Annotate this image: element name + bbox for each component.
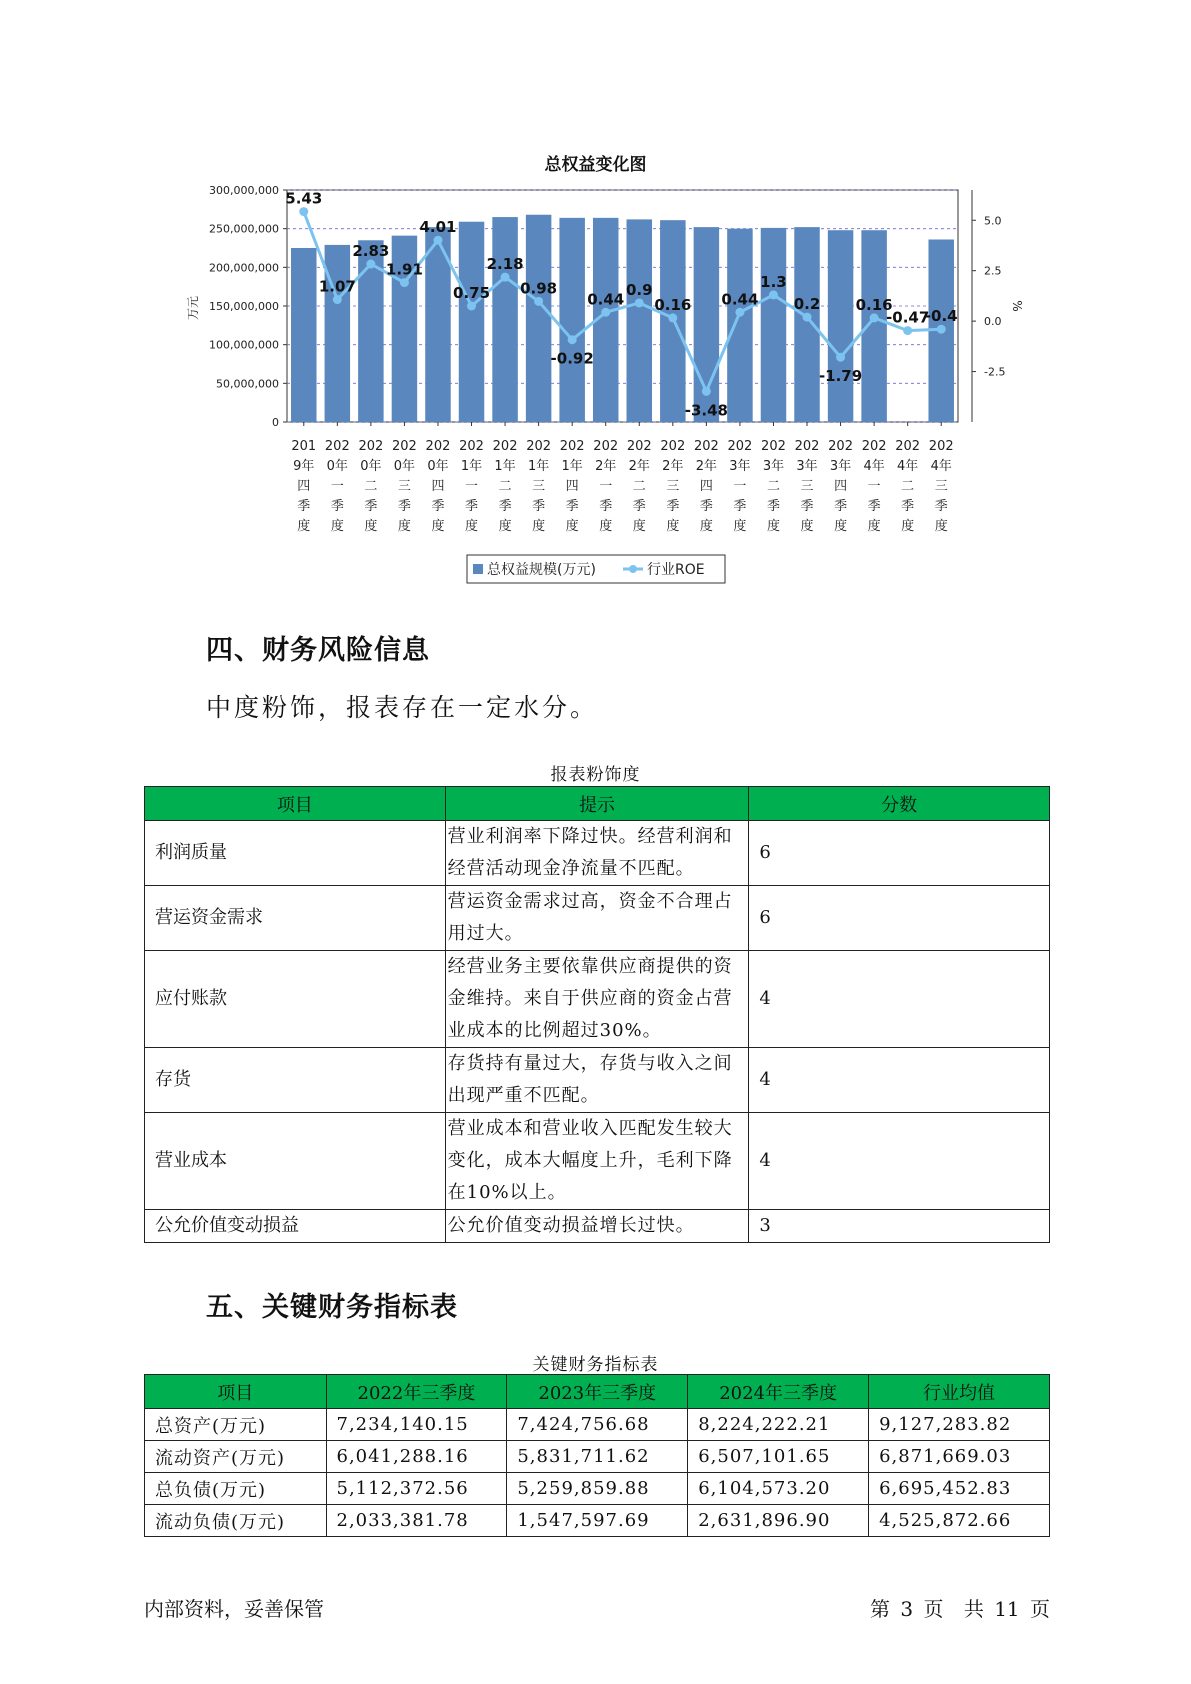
bar bbox=[761, 228, 786, 422]
header-2022q3: 2022年三季度 bbox=[326, 1375, 507, 1409]
x-tick-label: 四 bbox=[699, 479, 713, 494]
left-tick-label: 50,000,000 bbox=[216, 377, 279, 391]
x-tick-label: 1年 bbox=[561, 459, 583, 474]
table-row bbox=[145, 951, 1050, 1048]
header-2023q3: 2023年三季度 bbox=[507, 1375, 688, 1409]
right-tick-label: 2.5 bbox=[984, 264, 1002, 278]
indicators-table bbox=[144, 1374, 1050, 1537]
x-tick-label: 季 bbox=[699, 499, 713, 514]
row-item: 存货 bbox=[145, 1048, 446, 1113]
x-tick-label: 2年 bbox=[662, 459, 684, 474]
bar bbox=[559, 218, 584, 422]
x-tick-label: 三 bbox=[532, 479, 546, 494]
roe-point bbox=[735, 308, 744, 317]
x-tick-label: 202 bbox=[392, 439, 417, 454]
row-score: 4 bbox=[749, 1048, 1050, 1113]
risk-summary: 中度粉饰，报表存在一定水分。 bbox=[206, 693, 599, 722]
row-value: 5,831,711.62 bbox=[507, 1441, 688, 1473]
row-item: 流动负债(万元) bbox=[145, 1505, 327, 1537]
x-tick-label: 3年 bbox=[796, 459, 818, 474]
table-row bbox=[145, 1210, 1050, 1243]
roe-data-label: 0.98 bbox=[520, 279, 558, 298]
roe-point bbox=[333, 295, 342, 304]
x-tick-label: 季 bbox=[834, 499, 848, 514]
header-score: 分数 bbox=[749, 787, 1050, 821]
x-tick-label: 202 bbox=[593, 439, 619, 454]
bar bbox=[794, 227, 819, 422]
table-caption-indicators: 关键财务指标表 bbox=[532, 1355, 659, 1375]
x-tick-label: 四 bbox=[431, 479, 445, 494]
left-tick-label: 250,000,000 bbox=[209, 222, 279, 236]
roe-data-label: 2.83 bbox=[352, 242, 390, 261]
x-tick-label: 季 bbox=[364, 499, 378, 514]
x-tick-label: 3年 bbox=[762, 459, 785, 474]
row-score: 3 bbox=[749, 1210, 1050, 1243]
row-value: 6,871,669.03 bbox=[869, 1441, 1050, 1473]
x-tick-label: 0年 bbox=[360, 459, 382, 474]
footer-page-number bbox=[866, 1593, 1050, 1622]
x-tick-label: 三 bbox=[934, 479, 948, 494]
roe-data-label: -0.92 bbox=[550, 349, 594, 368]
row-value: 7,234,140.15 bbox=[326, 1409, 507, 1441]
row-value: 6,041,288.16 bbox=[326, 1441, 507, 1473]
row-hint: 营业成本和营业收入匹配发生较大变化，成本大幅度上升，毛利下降在10%以上。 bbox=[445, 1113, 749, 1210]
table-row bbox=[145, 1441, 1050, 1473]
x-tick-label: 0年 bbox=[326, 459, 348, 474]
x-tick-label: 度 bbox=[733, 519, 747, 534]
roe-point bbox=[601, 308, 610, 317]
roe-data-label: 0.44 bbox=[587, 290, 625, 309]
x-tick-label: 3年 bbox=[729, 459, 751, 474]
row-score: 4 bbox=[749, 1113, 1050, 1210]
row-value: 2,033,381.78 bbox=[326, 1505, 507, 1537]
section-heading-risk: 四、财务风险信息 bbox=[206, 635, 430, 666]
x-tick-label: 度 bbox=[800, 519, 814, 534]
x-tick-label: 度 bbox=[934, 519, 948, 534]
x-tick-label: 二 bbox=[364, 479, 378, 494]
row-item: 利润质量 bbox=[145, 821, 446, 886]
chart-title: 总权益变化图 bbox=[544, 155, 647, 175]
x-tick-label: 202 bbox=[761, 439, 786, 454]
right-tick-label: 0.0 bbox=[984, 315, 1002, 329]
bar bbox=[291, 248, 316, 422]
x-tick-label: 季 bbox=[867, 499, 881, 514]
x-tick-label: 季 bbox=[800, 499, 814, 514]
row-hint: 存货持有量过大，存货与收入之间出现严重不匹配。 bbox=[445, 1048, 749, 1113]
roe-data-label: 0.9 bbox=[625, 280, 653, 299]
row-value: 6,507,101.65 bbox=[688, 1441, 869, 1473]
roe-point bbox=[903, 326, 912, 335]
x-tick-label: 202 bbox=[492, 439, 518, 454]
x-tick-label: 季 bbox=[934, 499, 948, 514]
x-tick-label: 度 bbox=[699, 519, 713, 534]
table-row bbox=[145, 1409, 1050, 1441]
chart-svg bbox=[0, 0, 1191, 600]
x-tick-label: 0年 bbox=[427, 459, 449, 474]
row-hint: 营运资金需求过高，资金不合理占用过大。 bbox=[445, 886, 749, 951]
x-tick-label: 2年 bbox=[595, 459, 617, 474]
x-tick-label: 四 bbox=[565, 479, 579, 494]
roe-data-label: 0.2 bbox=[793, 295, 821, 314]
x-tick-label: 202 bbox=[828, 439, 853, 454]
x-tick-label: 2年 bbox=[695, 459, 718, 474]
roe-data-label: 1.07 bbox=[318, 277, 356, 296]
table-row bbox=[145, 1505, 1050, 1537]
roe-data-label: 0.16 bbox=[654, 295, 692, 314]
x-tick-label: 三 bbox=[800, 479, 814, 494]
x-tick-label: 度 bbox=[632, 519, 646, 534]
x-tick-label: 度 bbox=[766, 519, 780, 534]
row-score: 6 bbox=[749, 886, 1050, 951]
bar bbox=[526, 215, 551, 422]
row-item: 营业成本 bbox=[145, 1113, 446, 1210]
table-row bbox=[145, 1473, 1050, 1505]
row-item: 总资产(万元) bbox=[145, 1409, 327, 1441]
roe-point bbox=[836, 353, 845, 362]
x-tick-label: 四 bbox=[297, 479, 311, 494]
x-tick-label: 二 bbox=[498, 479, 512, 494]
roe-point bbox=[299, 207, 308, 216]
x-tick-label: 202 bbox=[660, 439, 686, 454]
whitewash-table bbox=[144, 786, 1050, 1243]
row-item: 流动资产(万元) bbox=[145, 1441, 327, 1473]
x-tick-label: 季 bbox=[766, 499, 780, 514]
row-value: 1,547,597.69 bbox=[507, 1505, 688, 1537]
x-tick-label: 季 bbox=[431, 499, 445, 514]
header-item: 项目 bbox=[145, 1375, 327, 1409]
roe-point bbox=[366, 260, 375, 269]
x-tick-label: 一 bbox=[330, 479, 344, 494]
right-tick-label: -2.5 bbox=[984, 365, 1006, 379]
left-tick-label: 200,000,000 bbox=[209, 261, 279, 275]
page-label-mid: 页 bbox=[923, 1597, 944, 1621]
header-item: 项目 bbox=[145, 787, 446, 821]
roe-data-label: 2.18 bbox=[486, 255, 524, 274]
row-value: 4,525,872.66 bbox=[869, 1505, 1050, 1537]
roe-data-label: 0.16 bbox=[855, 295, 893, 314]
x-tick-label: 202 bbox=[358, 439, 384, 454]
roe-data-label: 1.91 bbox=[385, 260, 423, 279]
x-tick-label: 201 bbox=[291, 439, 317, 454]
roe-point bbox=[937, 325, 946, 334]
x-tick-label: 一 bbox=[733, 479, 747, 494]
roe-data-label: 5.43 bbox=[285, 189, 323, 208]
roe-data-label: -1.79 bbox=[818, 367, 863, 386]
bar bbox=[727, 229, 752, 422]
x-tick-label: 季 bbox=[397, 499, 411, 514]
x-tick-label: 度 bbox=[364, 519, 378, 534]
row-value: 2,631,896.90 bbox=[688, 1505, 869, 1537]
x-tick-label: 202 bbox=[895, 439, 921, 454]
roe-point bbox=[702, 387, 711, 396]
row-score: 4 bbox=[749, 951, 1050, 1048]
x-tick-label: 度 bbox=[834, 519, 848, 534]
x-tick-label: 季 bbox=[666, 499, 680, 514]
roe-point bbox=[769, 290, 778, 299]
x-tick-label: 四 bbox=[834, 479, 848, 494]
roe-point bbox=[803, 313, 812, 322]
x-tick-label: 二 bbox=[766, 479, 780, 494]
table-row bbox=[145, 1113, 1050, 1210]
roe-point bbox=[467, 302, 476, 311]
legend-label-line: 行业ROE bbox=[647, 562, 705, 578]
left-tick-label: 100,000,000 bbox=[209, 338, 279, 352]
x-tick-label: 季 bbox=[465, 499, 479, 514]
table-header-row bbox=[145, 787, 1050, 821]
x-tick-label: 度 bbox=[867, 519, 881, 534]
x-tick-label: 季 bbox=[901, 499, 915, 514]
row-score: 6 bbox=[749, 821, 1050, 886]
roe-point bbox=[870, 313, 879, 322]
x-tick-label: 9年 bbox=[293, 459, 315, 474]
left-tick-label: 150,000,000 bbox=[209, 300, 279, 313]
left-tick-label: 0 bbox=[272, 416, 279, 429]
x-tick-label: 度 bbox=[498, 519, 512, 534]
legend-swatch-point bbox=[629, 565, 637, 573]
x-tick-label: 202 bbox=[425, 439, 451, 454]
row-value: 8,224,222.21 bbox=[688, 1409, 869, 1441]
x-tick-label: 202 bbox=[526, 439, 552, 454]
table-caption-whitewash: 报表粉饰度 bbox=[550, 765, 641, 785]
x-tick-label: 202 bbox=[324, 439, 350, 454]
roe-data-label: 0.75 bbox=[453, 284, 491, 302]
roe-data-label: -0.47 bbox=[886, 308, 930, 327]
table-header-row bbox=[145, 1375, 1050, 1409]
x-tick-label: 202 bbox=[861, 439, 887, 454]
row-item: 应付账款 bbox=[145, 951, 446, 1048]
table-row bbox=[145, 1048, 1050, 1113]
roe-point bbox=[433, 236, 442, 245]
x-tick-label: 4年 bbox=[863, 459, 885, 474]
x-tick-label: 度 bbox=[532, 519, 546, 534]
x-tick-label: 二 bbox=[632, 479, 646, 494]
ylabel-right: % bbox=[1010, 300, 1024, 312]
row-value: 7,424,756.68 bbox=[507, 1409, 688, 1441]
x-tick-label: 202 bbox=[459, 439, 484, 454]
x-tick-label: 一 bbox=[867, 479, 881, 494]
left-tick-label: 300,000,000 bbox=[209, 184, 279, 197]
x-tick-label: 度 bbox=[666, 519, 680, 534]
page-label-pre: 第 bbox=[870, 1597, 891, 1621]
header-2024q3: 2024年三季度 bbox=[688, 1375, 869, 1409]
x-tick-label: 1年 bbox=[460, 459, 483, 474]
table-row bbox=[145, 886, 1050, 951]
roe-data-label: 1.3 bbox=[760, 272, 787, 291]
roe-point bbox=[534, 297, 543, 306]
row-hint: 营业利润率下降过快。经营利润和经营活动现金净流量不匹配。 bbox=[445, 821, 749, 886]
footer-confidential: 内部资料，妥善保管 bbox=[144, 1597, 324, 1621]
total-label-post: 页 bbox=[1030, 1597, 1050, 1621]
ylabel-left: 万元 bbox=[186, 295, 200, 321]
x-tick-label: 度 bbox=[565, 519, 579, 534]
roe-data-label: -3.48 bbox=[684, 401, 728, 420]
right-tick-label: 5.0 bbox=[984, 214, 1002, 228]
bar bbox=[325, 245, 350, 422]
row-value: 9,127,283.82 bbox=[869, 1409, 1050, 1441]
row-value: 6,104,573.20 bbox=[688, 1473, 869, 1505]
row-hint: 公允价值变动损益增长过快。 bbox=[445, 1210, 749, 1243]
x-tick-label: 一 bbox=[465, 479, 479, 494]
row-value: 5,112,372.56 bbox=[326, 1473, 507, 1505]
roe-point bbox=[568, 335, 577, 344]
roe-data-label: 4.01 bbox=[419, 218, 457, 237]
x-tick-label: 202 bbox=[626, 439, 652, 454]
x-tick-label: 一 bbox=[599, 479, 613, 494]
roe-point bbox=[501, 273, 510, 282]
x-tick-label: 1年 bbox=[527, 459, 550, 474]
row-item: 公允价值变动损益 bbox=[145, 1210, 446, 1243]
roe-data-label: 0.44 bbox=[721, 290, 759, 309]
x-tick-label: 度 bbox=[297, 519, 311, 534]
x-tick-label: 度 bbox=[599, 519, 613, 534]
page-total: 11 bbox=[994, 1597, 1020, 1621]
x-tick-label: 1年 bbox=[494, 459, 516, 474]
roe-point bbox=[635, 298, 644, 307]
bar bbox=[492, 217, 517, 422]
header-hint: 提示 bbox=[445, 787, 749, 821]
x-tick-label: 季 bbox=[297, 499, 311, 514]
header-industry-avg: 行业均值 bbox=[869, 1375, 1050, 1409]
bar bbox=[459, 222, 484, 422]
x-tick-label: 季 bbox=[733, 499, 747, 514]
row-hint: 经营业务主要依靠供应商提供的资金维持。来自于供应商的资金占营业成本的比例超过30%。 bbox=[445, 951, 749, 1048]
x-tick-label: 季 bbox=[532, 499, 546, 514]
x-tick-label: 202 bbox=[727, 439, 753, 454]
x-tick-label: 季 bbox=[498, 499, 512, 514]
x-tick-label: 季 bbox=[330, 499, 344, 514]
x-tick-label: 度 bbox=[397, 519, 411, 534]
x-tick-label: 202 bbox=[559, 439, 585, 454]
table-row bbox=[145, 821, 1050, 886]
x-tick-label: 3年 bbox=[829, 459, 852, 474]
equity-chart bbox=[0, 0, 1191, 600]
roe-data-label: -0.4 bbox=[924, 307, 958, 326]
legend-swatch-bar bbox=[473, 564, 483, 574]
x-tick-label: 度 bbox=[431, 519, 445, 534]
x-tick-label: 4年 bbox=[897, 459, 919, 474]
roe-point bbox=[400, 278, 409, 287]
x-tick-label: 202 bbox=[693, 439, 719, 454]
row-value: 5,259,859.88 bbox=[507, 1473, 688, 1505]
x-tick-label: 4年 bbox=[930, 459, 952, 474]
row-item: 营运资金需求 bbox=[145, 886, 446, 951]
x-tick-label: 202 bbox=[928, 439, 954, 454]
x-tick-label: 二 bbox=[901, 479, 915, 494]
x-tick-label: 三 bbox=[666, 479, 680, 494]
bar bbox=[627, 219, 652, 422]
bar bbox=[828, 230, 853, 422]
x-tick-label: 2年 bbox=[628, 459, 650, 474]
page-current: 3 bbox=[900, 1597, 914, 1621]
row-item: 总负债(万元) bbox=[145, 1473, 327, 1505]
total-label-pre: 共 bbox=[963, 1597, 984, 1621]
x-tick-label: 季 bbox=[599, 499, 613, 514]
x-tick-label: 度 bbox=[465, 519, 479, 534]
roe-point bbox=[668, 313, 677, 322]
x-tick-label: 度 bbox=[330, 519, 344, 534]
x-tick-label: 三 bbox=[397, 479, 411, 494]
legend-label-bar: 总权益规模(万元) bbox=[487, 562, 596, 578]
x-tick-label: 202 bbox=[794, 439, 820, 454]
section-heading-indicators: 五、关键财务指标表 bbox=[206, 1292, 458, 1323]
x-tick-label: 季 bbox=[565, 499, 579, 514]
x-tick-label: 0年 bbox=[393, 459, 416, 474]
row-value: 6,695,452.83 bbox=[869, 1473, 1050, 1505]
x-tick-label: 季 bbox=[632, 499, 646, 514]
x-tick-label: 度 bbox=[901, 519, 915, 534]
